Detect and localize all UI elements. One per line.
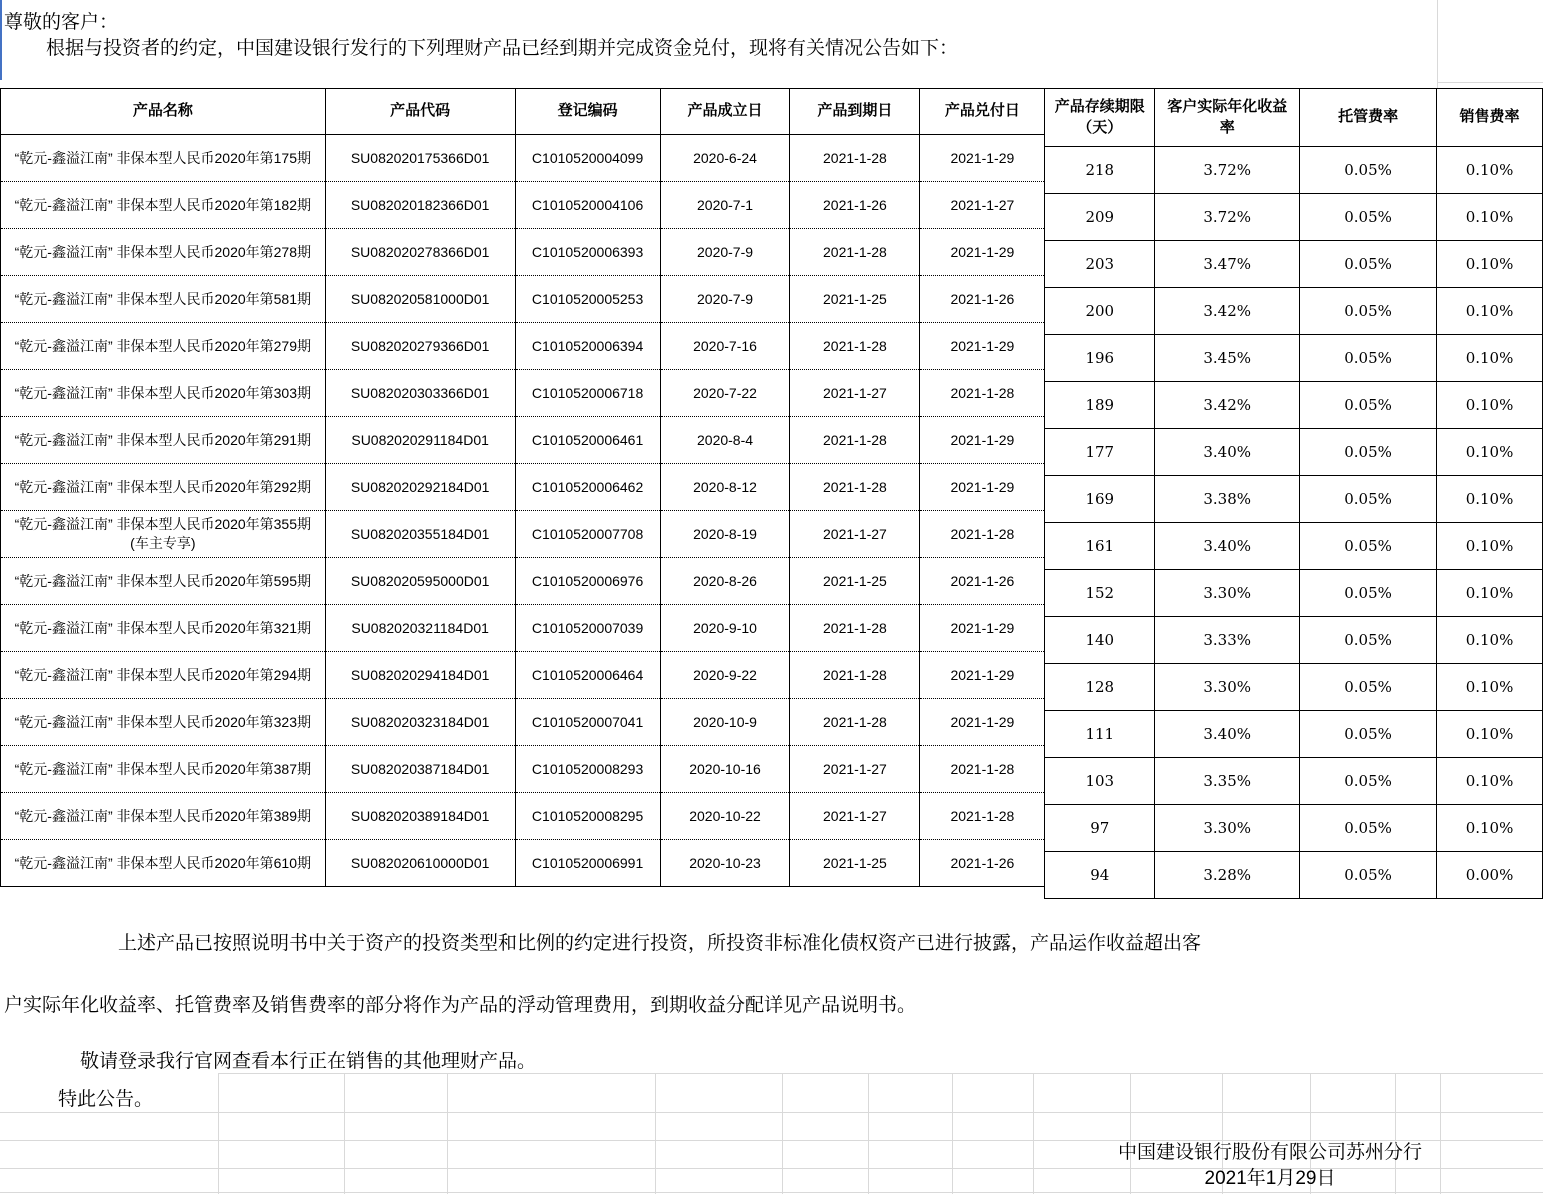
cell-start_date: 2020-7-1 xyxy=(660,182,790,229)
table-row xyxy=(1,370,1045,417)
gridline xyxy=(952,1073,953,1194)
cell-sales_fee: 0.10% xyxy=(1437,664,1543,711)
cell-sales_fee: 0.10% xyxy=(1437,382,1543,429)
cell-code: SU082020581000D01 xyxy=(325,276,515,323)
cell-days: 152 xyxy=(1045,570,1155,617)
cell-sales_fee: 0.10% xyxy=(1437,147,1543,194)
cell-days: 140 xyxy=(1045,617,1155,664)
cell-yield: 3.72% xyxy=(1155,147,1300,194)
cell-payment_date: 2021-1-29 xyxy=(920,652,1045,699)
cell-maturity_date: 2021-1-28 xyxy=(790,699,920,746)
cell-days: 111 xyxy=(1045,711,1155,758)
table-row xyxy=(1045,617,1543,664)
cell-sales_fee: 0.10% xyxy=(1437,570,1543,617)
table-row xyxy=(1045,241,1543,288)
cell-sales_fee: 0.10% xyxy=(1437,805,1543,852)
table-row xyxy=(1,229,1045,276)
cell-reg_code: C1010520007039 xyxy=(515,605,660,652)
cell-yield: 3.40% xyxy=(1155,711,1300,758)
cell-days: 103 xyxy=(1045,758,1155,805)
cell-maturity_date: 2021-1-26 xyxy=(790,182,920,229)
closing-paragraph-3: 敬请登录我行官网查看本行正在销售的其他理财产品。 xyxy=(80,1051,537,1072)
cell-sales_fee: 0.10% xyxy=(1437,194,1543,241)
cell-maturity_date: 2021-1-28 xyxy=(790,605,920,652)
cell-name: “乾元-鑫溢江南” 非保本型人民币2020年第581期 xyxy=(1,276,326,323)
cell-days: 128 xyxy=(1045,664,1155,711)
column-header: 销售费率 xyxy=(1437,89,1543,147)
table-row xyxy=(1,793,1045,840)
gridline xyxy=(447,1073,448,1194)
cell-days: 177 xyxy=(1045,429,1155,476)
table-row xyxy=(1045,852,1543,899)
cell-sales_fee: 0.10% xyxy=(1437,288,1543,335)
table-row xyxy=(1045,429,1543,476)
cell-maturity_date: 2021-1-28 xyxy=(790,417,920,464)
cell-name: “乾元-鑫溢江南” 非保本型人民币2020年第279期 xyxy=(1,323,326,370)
cell-custody_fee: 0.05% xyxy=(1300,617,1437,664)
cell-payment_date: 2021-1-29 xyxy=(920,699,1045,746)
cell-custody_fee: 0.05% xyxy=(1300,852,1437,899)
column-header: 客户实际年化收益率 xyxy=(1155,89,1300,147)
cell-maturity_date: 2021-1-28 xyxy=(790,323,920,370)
cell-custody_fee: 0.05% xyxy=(1300,476,1437,523)
column-header: 产品名称 xyxy=(1,89,326,135)
cell-yield: 3.42% xyxy=(1155,382,1300,429)
table-row xyxy=(1,135,1045,182)
cell-start_date: 2020-7-16 xyxy=(660,323,790,370)
gridline xyxy=(868,1073,869,1194)
products-table xyxy=(0,88,1543,899)
cell-yield: 3.30% xyxy=(1155,570,1300,617)
cell-yield: 3.47% xyxy=(1155,241,1300,288)
cell-code: SU082020294184D01 xyxy=(325,652,515,699)
cell-maturity_date: 2021-1-28 xyxy=(790,229,920,276)
cell-reg_code: C1010520006976 xyxy=(515,558,660,605)
gridline xyxy=(1437,82,1543,83)
cell-yield: 3.33% xyxy=(1155,617,1300,664)
cell-reg_code: C1010520006394 xyxy=(515,323,660,370)
table-row xyxy=(1,417,1045,464)
table-row xyxy=(1,464,1045,511)
cell-code: SU082020610000D01 xyxy=(325,840,515,887)
column-header: 产品成立日 xyxy=(660,89,790,135)
cell-reg_code: C1010520006462 xyxy=(515,464,660,511)
cell-name: “乾元-鑫溢江南” 非保本型人民币2020年第182期 xyxy=(1,182,326,229)
cell-days: 218 xyxy=(1045,147,1155,194)
cell-name: “乾元-鑫溢江南” 非保本型人民币2020年第292期 xyxy=(1,464,326,511)
cell-name: “乾元-鑫溢江南” 非保本型人民币2020年第389期 xyxy=(1,793,326,840)
cell-days: 209 xyxy=(1045,194,1155,241)
cell-code: SU082020303366D01 xyxy=(325,370,515,417)
cell-days: 169 xyxy=(1045,476,1155,523)
cell-sales_fee: 0.10% xyxy=(1437,335,1543,382)
cell-start_date: 2020-8-19 xyxy=(660,511,790,558)
cell-start_date: 2020-9-10 xyxy=(660,605,790,652)
table-header-row xyxy=(1,89,1045,135)
cell-yield: 3.40% xyxy=(1155,523,1300,570)
table-row xyxy=(1045,664,1543,711)
cell-name: “乾元-鑫溢江南” 非保本型人民币2020年第595期 xyxy=(1,558,326,605)
products-table-left xyxy=(0,88,1045,887)
gridline xyxy=(344,1073,345,1194)
cell-start_date: 2020-10-16 xyxy=(660,746,790,793)
cell-days: 196 xyxy=(1045,335,1155,382)
cell-code: SU082020323184D01 xyxy=(325,699,515,746)
table-row xyxy=(1,746,1045,793)
table-row xyxy=(1,605,1045,652)
cell-maturity_date: 2021-1-27 xyxy=(790,511,920,558)
gridline xyxy=(655,1073,656,1194)
table-row xyxy=(1,840,1045,887)
cell-payment_date: 2021-1-28 xyxy=(920,511,1045,558)
cell-yield: 3.30% xyxy=(1155,805,1300,852)
cell-reg_code: C1010520008293 xyxy=(515,746,660,793)
cell-payment_date: 2021-1-26 xyxy=(920,558,1045,605)
cell-code: SU082020321184D01 xyxy=(325,605,515,652)
cell-sales_fee: 0.10% xyxy=(1437,758,1543,805)
cell-yield: 3.42% xyxy=(1155,288,1300,335)
cell-reg_code: C1010520004099 xyxy=(515,135,660,182)
cell-start_date: 2020-6-24 xyxy=(660,135,790,182)
cell-name: “乾元-鑫溢江南” 非保本型人民币2020年第321期 xyxy=(1,605,326,652)
table-row xyxy=(1045,758,1543,805)
cell-code: SU082020595000D01 xyxy=(325,558,515,605)
cell-days: 161 xyxy=(1045,523,1155,570)
cell-payment_date: 2021-1-29 xyxy=(920,229,1045,276)
cell-name: “乾元-鑫溢江南” 非保本型人民币2020年第323期 xyxy=(1,699,326,746)
cell-reg_code: C1010520005253 xyxy=(515,276,660,323)
announcement-date: 2021年1月29日 xyxy=(1204,1168,1336,1189)
cell-start_date: 2020-10-9 xyxy=(660,699,790,746)
cell-start_date: 2020-7-9 xyxy=(660,276,790,323)
cell-start_date: 2020-10-22 xyxy=(660,793,790,840)
cell-name: “乾元-鑫溢江南” 非保本型人民币2020年第175期 xyxy=(1,135,326,182)
table-row xyxy=(1045,382,1543,429)
cell-name: “乾元-鑫溢江南” 非保本型人民币2020年第355期(车主专享) xyxy=(1,511,326,558)
cell-payment_date: 2021-1-29 xyxy=(920,135,1045,182)
gridline xyxy=(1033,1073,1034,1194)
cell-name: “乾元-鑫溢江南” 非保本型人民币2020年第303期 xyxy=(1,370,326,417)
cell-custody_fee: 0.05% xyxy=(1300,664,1437,711)
cell-days: 203 xyxy=(1045,241,1155,288)
cell-payment_date: 2021-1-27 xyxy=(920,182,1045,229)
gridline xyxy=(0,1112,1543,1113)
table-row xyxy=(1,558,1045,605)
cell-code: SU082020387184D01 xyxy=(325,746,515,793)
cell-start_date: 2020-8-26 xyxy=(660,558,790,605)
cell-custody_fee: 0.05% xyxy=(1300,805,1437,852)
cell-maturity_date: 2021-1-28 xyxy=(790,652,920,699)
table-row xyxy=(1,699,1045,746)
cell-code: SU082020182366D01 xyxy=(325,182,515,229)
cell-maturity_date: 2021-1-25 xyxy=(790,558,920,605)
cell-name: “乾元-鑫溢江南” 非保本型人民币2020年第610期 xyxy=(1,840,326,887)
table-row xyxy=(1,511,1045,558)
closing-paragraph-1: 上述产品已按照说明书中关于资产的投资类型和比例的约定进行投资，所投资非标准化债权资产已进行披露，产品运作收益超出客 xyxy=(118,933,1202,954)
cell-start_date: 2020-8-4 xyxy=(660,417,790,464)
cell-payment_date: 2021-1-29 xyxy=(920,417,1045,464)
cell-reg_code: C1010520007041 xyxy=(515,699,660,746)
cell-custody_fee: 0.05% xyxy=(1300,194,1437,241)
cell-maturity_date: 2021-1-27 xyxy=(790,793,920,840)
cell-payment_date: 2021-1-29 xyxy=(920,323,1045,370)
cell-maturity_date: 2021-1-27 xyxy=(790,746,920,793)
table-row xyxy=(1045,711,1543,758)
column-header: 产品代码 xyxy=(325,89,515,135)
cell-yield: 3.38% xyxy=(1155,476,1300,523)
left-accent-bar xyxy=(0,0,2,80)
column-header: 产品到期日 xyxy=(790,89,920,135)
cell-reg_code: C1010520007708 xyxy=(515,511,660,558)
cell-start_date: 2020-7-9 xyxy=(660,229,790,276)
table-row xyxy=(1045,147,1543,194)
cell-yield: 3.72% xyxy=(1155,194,1300,241)
table-header-row xyxy=(1045,89,1543,147)
cell-yield: 3.40% xyxy=(1155,429,1300,476)
column-header: 产品兑付日 xyxy=(920,89,1045,135)
cell-days: 97 xyxy=(1045,805,1155,852)
table-row xyxy=(1045,335,1543,382)
cell-sales_fee: 0.10% xyxy=(1437,476,1543,523)
gridline xyxy=(0,1192,1543,1193)
cell-payment_date: 2021-1-28 xyxy=(920,746,1045,793)
table-row xyxy=(1045,476,1543,523)
cell-name: “乾元-鑫溢江南” 非保本型人民币2020年第294期 xyxy=(1,652,326,699)
cell-code: SU082020389184D01 xyxy=(325,793,515,840)
cell-reg_code: C1010520006464 xyxy=(515,652,660,699)
greeting-text: 尊敬的客户： xyxy=(4,12,119,33)
cell-maturity_date: 2021-1-25 xyxy=(790,840,920,887)
cell-custody_fee: 0.05% xyxy=(1300,758,1437,805)
cell-custody_fee: 0.05% xyxy=(1300,147,1437,194)
issuer-signature: 中国建设银行股份有限公司苏州分行 xyxy=(1117,1142,1422,1163)
cell-maturity_date: 2021-1-28 xyxy=(790,464,920,511)
table-row xyxy=(1045,570,1543,617)
cell-custody_fee: 0.05% xyxy=(1300,523,1437,570)
cell-days: 200 xyxy=(1045,288,1155,335)
cell-custody_fee: 0.05% xyxy=(1300,335,1437,382)
cell-days: 189 xyxy=(1045,382,1155,429)
column-header: 托管费率 xyxy=(1300,89,1437,147)
closing-paragraph-4: 特此公告。 xyxy=(58,1089,154,1110)
cell-yield: 3.30% xyxy=(1155,664,1300,711)
cell-reg_code: C1010520006461 xyxy=(515,417,660,464)
cell-code: SU082020292184D01 xyxy=(325,464,515,511)
cell-sales_fee: 0.10% xyxy=(1437,617,1543,664)
cell-code: SU082020279366D01 xyxy=(325,323,515,370)
cell-start_date: 2020-8-12 xyxy=(660,464,790,511)
table-row xyxy=(1045,523,1543,570)
cell-custody_fee: 0.05% xyxy=(1300,288,1437,335)
cell-custody_fee: 0.05% xyxy=(1300,382,1437,429)
column-header: 登记编码 xyxy=(515,89,660,135)
cell-maturity_date: 2021-1-25 xyxy=(790,276,920,323)
gridline xyxy=(782,1073,783,1194)
cell-custody_fee: 0.05% xyxy=(1300,241,1437,288)
cell-name: “乾元-鑫溢江南” 非保本型人民币2020年第387期 xyxy=(1,746,326,793)
gridline xyxy=(218,1073,1543,1074)
cell-payment_date: 2021-1-28 xyxy=(920,370,1045,417)
cell-custody_fee: 0.05% xyxy=(1300,429,1437,476)
cell-code: SU082020175366D01 xyxy=(325,135,515,182)
cell-yield: 3.45% xyxy=(1155,335,1300,382)
table-row xyxy=(1,652,1045,699)
table-row xyxy=(1045,805,1543,852)
intro-text: 根据与投资者的约定，中国建设银行发行的下列理财产品已经到期并完成资金兑付，现将有关情况公告如下： xyxy=(46,38,959,59)
cell-code: SU082020291184D01 xyxy=(325,417,515,464)
table-row xyxy=(1,182,1045,229)
gridline xyxy=(1437,0,1438,88)
cell-payment_date: 2021-1-28 xyxy=(920,793,1045,840)
cell-name: “乾元-鑫溢江南” 非保本型人民币2020年第291期 xyxy=(1,417,326,464)
cell-sales_fee: 0.10% xyxy=(1437,241,1543,288)
table-row xyxy=(1,323,1045,370)
table-row xyxy=(1,276,1045,323)
cell-start_date: 2020-10-23 xyxy=(660,840,790,887)
cell-days: 94 xyxy=(1045,852,1155,899)
cell-start_date: 2020-9-22 xyxy=(660,652,790,699)
cell-custody_fee: 0.05% xyxy=(1300,570,1437,617)
cell-sales_fee: 0.10% xyxy=(1437,429,1543,476)
cell-sales_fee: 0.10% xyxy=(1437,523,1543,570)
cell-payment_date: 2021-1-26 xyxy=(920,276,1045,323)
cell-reg_code: C1010520006718 xyxy=(515,370,660,417)
cell-payment_date: 2021-1-29 xyxy=(920,464,1045,511)
cell-custody_fee: 0.05% xyxy=(1300,711,1437,758)
cell-yield: 3.35% xyxy=(1155,758,1300,805)
cell-name: “乾元-鑫溢江南” 非保本型人民币2020年第278期 xyxy=(1,229,326,276)
cell-sales_fee: 0.00% xyxy=(1437,852,1543,899)
closing-paragraph-2: 户实际年化收益率、托管费率及销售费率的部分将作为产品的浮动管理费用，到期收益分配详见产品说明书。 xyxy=(4,995,917,1016)
cell-start_date: 2020-7-22 xyxy=(660,370,790,417)
column-header: 产品存续期限（天） xyxy=(1045,89,1155,147)
signature-block xyxy=(1045,1140,1495,1192)
cell-reg_code: C1010520006991 xyxy=(515,840,660,887)
products-table-right xyxy=(1044,88,1543,899)
cell-reg_code: C1010520006393 xyxy=(515,229,660,276)
cell-code: SU082020355184D01 xyxy=(325,511,515,558)
gridline xyxy=(218,1073,219,1194)
cell-payment_date: 2021-1-26 xyxy=(920,840,1045,887)
cell-maturity_date: 2021-1-28 xyxy=(790,135,920,182)
cell-code: SU082020278366D01 xyxy=(325,229,515,276)
table-row xyxy=(1045,194,1543,241)
cell-yield: 3.28% xyxy=(1155,852,1300,899)
cell-sales_fee: 0.10% xyxy=(1437,711,1543,758)
table-row xyxy=(1045,288,1543,335)
cell-reg_code: C1010520008295 xyxy=(515,793,660,840)
cell-payment_date: 2021-1-29 xyxy=(920,605,1045,652)
cell-reg_code: C1010520004106 xyxy=(515,182,660,229)
cell-maturity_date: 2021-1-27 xyxy=(790,370,920,417)
